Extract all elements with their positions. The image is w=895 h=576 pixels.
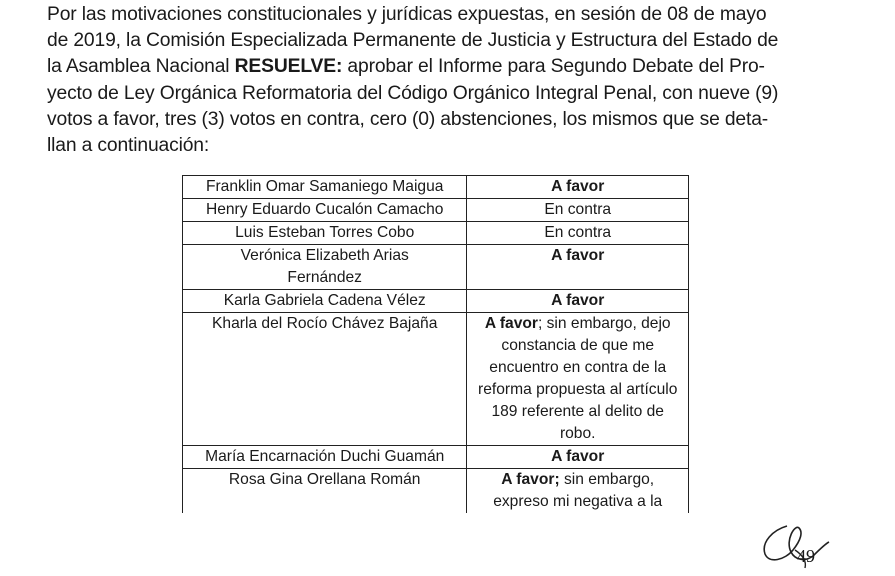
vote-note-line: encuentro en contra de la: [489, 359, 667, 376]
voter-name: Rosa Gina Orellana Román: [228, 471, 421, 488]
table-row: [183, 313, 689, 446]
vote-value: En contra: [544, 201, 612, 218]
voter-name-cell: [183, 199, 467, 222]
voter-name: Henry Eduardo Cucalón Camacho: [205, 201, 444, 218]
voter-name: María Encarnación Duchi Guamán: [205, 448, 445, 465]
voter-name: Kharla del Rocío Chávez Bajaña: [212, 315, 438, 332]
vote-cell: [467, 446, 689, 469]
voter-name-cell: [183, 245, 467, 290]
vote-cell: [467, 313, 689, 446]
vote-cell: [467, 469, 689, 514]
vote-note-line: reforma propuesta al artículo: [478, 381, 678, 398]
vote-note-line: robo.: [559, 425, 596, 442]
signature-mark: [755, 520, 835, 570]
table-row: [183, 176, 689, 199]
paragraph-line: yecto de Ley Orgánica Reformatoria del Código Orgánico Integral Penal, con nueve (9): [47, 82, 779, 104]
vote-cell: [467, 176, 689, 199]
voter-name-cell: [183, 222, 467, 245]
paragraph-line: Por las motivaciones constitucionales y jurídicas expuestas, en sesión de 08 de mayo: [47, 4, 767, 25]
vote-cell: [467, 222, 689, 245]
vote-note-line: expreso mi negativa a la: [493, 493, 663, 510]
voter-name: Verónica Elizabeth Arias: [240, 247, 409, 264]
vote-note-line: constancia de que me: [501, 337, 654, 354]
paragraph-line: la Asamblea Nacional RESUELVE: aprobar el Informe para Segundo Debate del Pro-: [47, 56, 765, 78]
table-row: [183, 199, 689, 222]
vote-note-line: 189 referente al delito de: [491, 403, 664, 420]
table-row: [183, 290, 689, 313]
votes-table: [182, 175, 689, 513]
vote-cell: [467, 290, 689, 313]
voter-name-cell: [183, 290, 467, 313]
paragraph-line: votos a favor, tres (3) votos en contra, cero (0) abstenciones, los mismos que se deta-: [47, 108, 769, 130]
vote-value: En contra: [544, 224, 612, 241]
voter-name-cell: [183, 176, 467, 199]
voter-name: Franklin Omar Samaniego Maigua: [205, 178, 444, 195]
resuelve-keyword: RESUELVE:: [234, 56, 343, 78]
vote-value: A favor: [551, 178, 605, 195]
paragraph-line: llan a continuación:: [47, 135, 210, 157]
vote-value: A favor: [551, 448, 605, 465]
page-number: 49: [797, 546, 815, 566]
resolution-paragraph: [47, 2, 823, 159]
voter-name: Fernández: [287, 269, 362, 286]
vote-cell: [467, 199, 689, 222]
voter-name: Karla Gabriela Cadena Vélez: [223, 292, 426, 309]
table-row: [183, 469, 689, 514]
vote-value: A favor: [551, 292, 605, 309]
voter-name-cell: [183, 313, 467, 446]
voter-name-cell: [183, 469, 467, 514]
table-row: [183, 222, 689, 245]
vote-value: A favor: [551, 247, 605, 264]
voter-name: Luis Esteban Torres Cobo: [235, 224, 415, 241]
voter-name-cell: [183, 446, 467, 469]
paragraph-line: de 2019, la Comisión Especializada Permanente de Justicia y Estructura del Estado de: [47, 30, 779, 52]
table-row: [183, 446, 689, 469]
vote-cell: [467, 245, 689, 290]
table-row: [183, 245, 689, 290]
vote-value: A favor; sin embargo, dejo: [484, 315, 671, 332]
vote-value: A favor; sin embargo,: [501, 471, 655, 488]
